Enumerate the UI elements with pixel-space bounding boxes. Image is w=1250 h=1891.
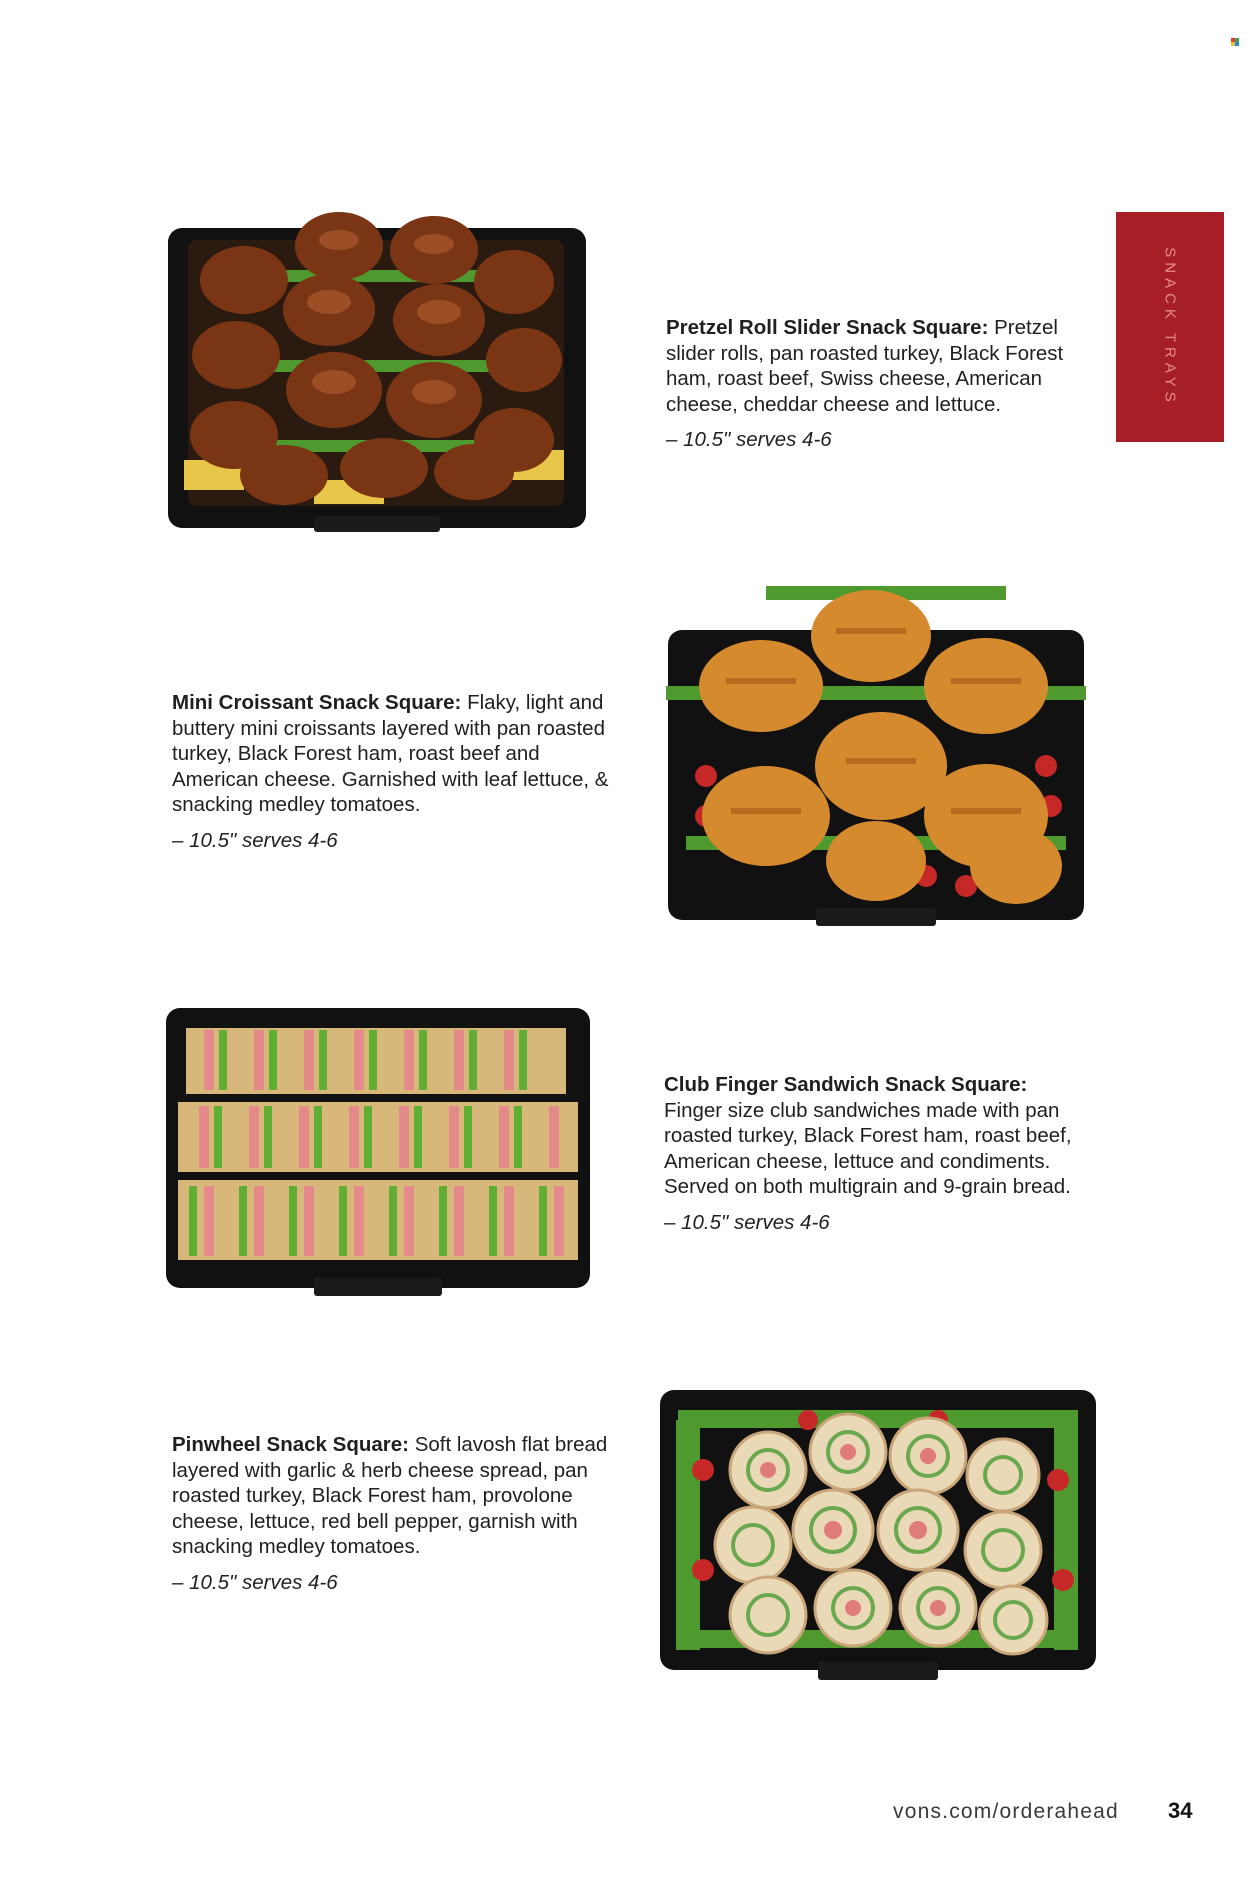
product-description: Flaky, light and buttery mini croissants layered with pan roasted turkey, Black Forest ham, roast beef and American cheese. Garnished with leaf lettuce, & snacking medley tomatoes. xyxy=(172,691,609,816)
product-name: Pretzel Roll Slider Snack Square: xyxy=(666,316,989,339)
product-size: – 10.5" serves 4-6 xyxy=(666,428,832,451)
pretzel-slider-tray-image xyxy=(164,210,590,536)
product-size: – 10.5" serves 4-6 xyxy=(172,1570,338,1594)
product-name: Club Finger Sandwich Snack Square: xyxy=(664,1073,1028,1096)
product-size: – 10.5" serves 4-6 xyxy=(664,1210,830,1234)
section-tab-label: SNACK TRAYS xyxy=(1161,247,1179,407)
pinwheel-description xyxy=(172,1432,612,1595)
page-number: 34 xyxy=(1168,1798,1193,1823)
pretzel-slider-description xyxy=(666,315,1106,453)
product-description: Finger size club sandwiches made with pan roasted turkey, Black Forest ham, roast beef, American cheese, lettuce and condiments. Served on both multigrain and 9-grain bread. xyxy=(664,1098,1072,1198)
club-finger-sandwich-tray-image xyxy=(164,1008,592,1308)
product-name: Pinwheel Snack Square: xyxy=(172,1433,409,1456)
product-description: Soft lavosh flat bread layered with garlic & herb cheese spread, pan roasted turkey, Black Forest ham, provolone cheese, lettuce, red bell pepper, garnish with snacking medley tomatoes. xyxy=(172,1433,608,1558)
club-finger-sandwich-description xyxy=(664,1072,1114,1235)
section-tab xyxy=(1116,212,1224,442)
product-size: – 10.5" serves 4-6 xyxy=(172,828,338,852)
product-name: Mini Croissant Snack Square: xyxy=(172,691,462,714)
product-description: Pretzel slider rolls, pan roasted turkey, Black Forest ham, roast beef, Swiss cheese, American cheese, cheddar cheese and lettuce. xyxy=(666,316,1064,416)
corner-logo-mark xyxy=(1231,38,1239,46)
pinwheel-tray-image xyxy=(658,1380,1098,1696)
mini-croissant-description xyxy=(172,690,612,853)
footer-url: vons.com/orderahead xyxy=(893,1800,1119,1823)
mini-croissant-tray-image xyxy=(666,586,1086,940)
